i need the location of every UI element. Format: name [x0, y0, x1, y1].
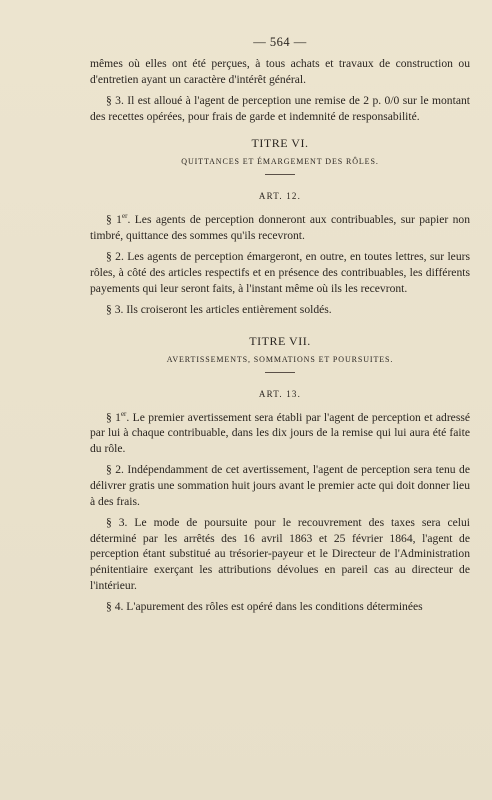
art13-paragraph-3: § 3. Le mode de poursuite pour le recouvrement des taxes sera celui déterminé par les arrêtés des 16 avril 1863 et 25 février 1864, l'agent de perception étant substitué au trésorier-payeur et le Directeur de l'Administration pénitentiaire exerçant les attributions dévolues en pareil cas au directeur de l'intérieur.: [90, 516, 470, 592]
article-13-heading: ART. 13.: [258, 388, 302, 399]
title-vi-subtitle: QUITTANCES ET ÉMARGEMENT DES RÔLES.: [181, 157, 379, 167]
page-content: [90, 35, 470, 615]
art13-paragraph-4: § 4. L'apurement des rôles est opéré dans les conditions déterminées: [106, 600, 423, 614]
continued-paragraph: mêmes où elles ont été perçues, à tous achats et travaux de construction ou d'entretien ayant un caractère d'intérêt général.: [90, 57, 470, 86]
page-number: — 564 —: [253, 35, 307, 49]
art12-p1-sup: er: [121, 212, 128, 221]
article-12-heading: ART. 12.: [258, 191, 302, 202]
art12-p1-label: § 1: [106, 213, 122, 227]
art13-p1-label: § 1: [106, 410, 121, 424]
paragraph-section-3: § 3. Il est alloué à l'agent de perception une remise de 2 p. 0/0 sur le montant des recettes opérées, pour frais de garde et indemnité de responsabilité.: [90, 94, 470, 123]
title-vi: TITRE VI.: [251, 136, 309, 151]
title-vii: TITRE VII.: [249, 333, 311, 348]
art12-p1-text: Les agents de perception donneront aux contribuables, sur papier non timbré, quittance des sommes qu'ils recevront.: [90, 213, 470, 242]
art12-paragraph-3: § 3. Ils croiseront les articles entièrement soldés.: [106, 303, 332, 317]
art13-paragraph-1: § 1er. Le premier avertissement sera établi par l'agent de perception et adressé par lui à chaque contribuable, dans les dix jours de la remise qui lui aura été faite du rôle.: [90, 409, 470, 455]
art13-p1-sup: er: [120, 409, 127, 418]
divider-rule-2: [265, 372, 295, 373]
title-vii-subtitle: AVERTISSEMENTS, SOMMATIONS ET POURSUITES.: [166, 354, 394, 364]
art12-paragraph-1: § 1er. Les agents de perception donneront aux contribuables, sur papier non timbré, quittance des sommes qu'ils recevront.: [90, 212, 470, 242]
art12-paragraph-2: § 2. Les agents de perception émargeront, en outre, en toutes lettres, sur leurs rôles, à côté des articles respectifs et en présence des contribuables, les différents payements qui leur seront faits, à l'instant même où ils les recevront.: [90, 250, 470, 295]
divider-rule: [265, 174, 295, 175]
art13-paragraph-2: § 2. Indépendamment de cet avertissement, l'agent de perception sera tenu de délivrer gratis une sommation huit jours avant le premier acte qui doit donner lieu à des frais.: [90, 463, 470, 508]
art13-p1-text: Le premier avertissement sera établi par l'agent de perception et adressé par lui à chaque contribuable, dans les dix jours de la remise qui lui aura été faite du rôle.: [90, 410, 470, 455]
